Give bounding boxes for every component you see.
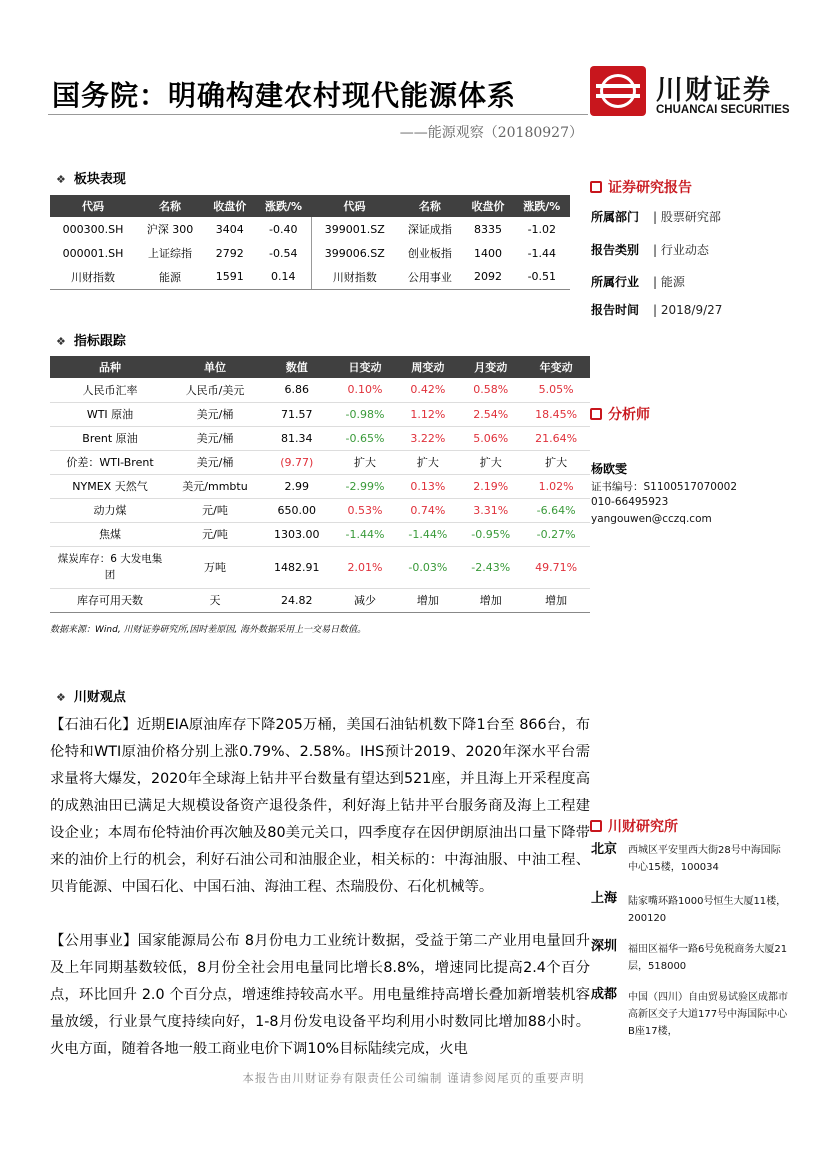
- table-row: 川财指数 能源 1591 0.14 川财指数 公用事业 2092 -0.51: [50, 265, 570, 289]
- table-header: 收盘价: [204, 195, 255, 217]
- company-name-en: CHUANCAI SECURITIES: [656, 104, 790, 116]
- meta-category: 报告类别 | 行业动态: [591, 243, 709, 257]
- analyst-cert: 证书编号：S1100517070002: [591, 481, 738, 493]
- report-type-heading: 证券研究报告: [590, 177, 692, 197]
- paragraph-petrochem: 【石油石化】近期EIA原油库存下降205万桶，美国石油钻机数下降1台至 866台，布伦特和WTI原油价格分别上涨0.79%、2.58%。IHS预计2019、2020年深水平台需求量将大爆发，2020年全球海上钻井平台数量有望达到521座，并且海上开采程度高的成熟油田已满足大规模设备资产退役条件，利好海上钻井平台服务商及海上工程建设企业；本周布伦特油价再次触及80美元关口，四季度存在因伊朗原油出口量下降带来的油价上行的机会，利好石油公司和油服企业，相关标的：中海油服、中油工程、贝肯能源、中国石化、中国石油、海油工程、杰瑞股份、石化机械等。: [50, 717, 590, 895]
- table-header: 代码: [50, 195, 136, 217]
- table-row: 000300.SH 沪深 300 3404 -0.40 399001.SZ 深证成指 8335 -1.02: [50, 217, 570, 241]
- table-row: NYMEX 天然气 美元/mmbtu 2.99 -2.99% 0.13% 2.19% 1.02%: [50, 474, 590, 498]
- report-subtitle: ——能源观察（20180927）: [399, 125, 583, 141]
- office-city-shenzhen: 深圳: [591, 939, 618, 954]
- report-title: 国务院：明确构建农村现代能源体系: [52, 79, 517, 112]
- diamond-icon: ❖: [56, 173, 66, 186]
- table-row: 价差：WTI-Brent 美元/桶 (9.77) 扩大 扩大 扩大 扩大: [50, 450, 590, 474]
- table-row: Brent 原油 美元/桶 81.34 -0.65% 3.22% 5.06% 21.64%: [50, 426, 590, 450]
- sector-table: [50, 195, 570, 290]
- meta-department: 所属部门 | 股票研究部: [591, 210, 721, 224]
- indicator-table: [50, 356, 590, 613]
- section-indicators-heading: ❖ 指标跟踪: [56, 334, 126, 349]
- analyst-email[interactable]: yangouwen@cczq.com: [591, 513, 712, 525]
- analyst-icon: [590, 408, 602, 420]
- paragraph-utilities: 【公用事业】国家能源局公布 8月份电力工业统计数据，受益于第二产业用电量回升及上年同期基数较低，8月份全社会用电量同比增长8.8%，增速同比提高2.4个百分点，环比回升 2.0 个百分点，增速维持较高水平。用电量维持高增长叠加新增装机容量放缓，行业景气度持续向好，1-8月份发电设备平均利用小时数同比增加88小时。火电方面，随着各地一般工商业电价下调10%目标陆续完成，火电: [50, 933, 590, 1057]
- table-header: 数值: [260, 356, 334, 378]
- footer-disclaimer: 本报告由川财证券有限责任公司编制 谨请参阅尾页的重要声明: [242, 1071, 585, 1085]
- table-header: 代码: [312, 195, 398, 217]
- data-source-note: 数据来源：Wind, 川财证券研究所,因时差原因, 海外数据采用上一交易日数值。: [50, 625, 367, 635]
- office-address-chengdu: 中国（四川）自由贸易试验区成都市高新区交子大道177号中海国际中心B座17楼，: [628, 992, 788, 1037]
- table-header: 周变动: [396, 356, 459, 378]
- table-row: 000001.SH 上证综指 2792 -0.54 399006.SZ 创业板指 1400 -1.44: [50, 241, 570, 265]
- office-address-shanghai: 陆家嘴环路1000号恒生大厦11楼，200120: [628, 896, 787, 924]
- title-divider: [48, 114, 588, 115]
- office-city-shanghai: 上海: [591, 891, 618, 906]
- analyst-phone: 010-66495923: [591, 496, 669, 508]
- table-header: 日变动: [334, 356, 397, 378]
- diamond-icon: ❖: [56, 691, 66, 704]
- meta-industry: 所属行业 | 能源: [591, 275, 685, 289]
- diamond-icon: ❖: [56, 335, 66, 348]
- table-header: 名称: [136, 195, 204, 217]
- table-header: 收盘价: [462, 195, 513, 217]
- report-icon: [590, 181, 602, 193]
- office-address-shenzhen: 福田区福华一路6号免税商务大厦21层，518000: [628, 944, 788, 972]
- office-address-beijing: 西城区平安里西大街28号中海国际中心15楼，100034: [628, 845, 781, 873]
- analyst-name: 杨欧雯: [591, 462, 628, 476]
- institute-icon: [590, 820, 602, 832]
- institute-heading: 川财研究所: [590, 816, 678, 836]
- table-row: 人民币汇率 人民币/美元 6.86 0.10% 0.42% 0.58% 5.05%: [50, 378, 590, 402]
- company-logo-icon: [590, 66, 646, 116]
- company-name-cn: 川财证券: [656, 75, 772, 106]
- section-view-heading: ❖ 川财观点: [56, 690, 126, 705]
- table-header: 涨跌/%: [255, 195, 311, 217]
- table-row: 煤炭库存：6 大发电集团 万吨 1482.91 2.01% -0.03% -2.43% 49.71%: [50, 546, 590, 588]
- analyst-heading: 分析师: [590, 404, 650, 424]
- table-header: 月变动: [459, 356, 522, 378]
- table-header: 年变动: [522, 356, 590, 378]
- table-row: 库存可用天数 天 24.82 减少 增加 增加 增加: [50, 588, 590, 612]
- table-row: 焦煤 元/吨 1303.00 -1.44% -1.44% -0.95% -0.27%: [50, 522, 590, 546]
- table-header: 名称: [397, 195, 462, 217]
- table-row: 动力煤 元/吨 650.00 0.53% 0.74% 3.31% -6.64%: [50, 498, 590, 522]
- table-header: 单位: [170, 356, 260, 378]
- section-sector-heading: ❖ 板块表现: [56, 172, 126, 187]
- office-city-beijing: 北京: [591, 842, 618, 857]
- office-city-chengdu: 成都: [591, 987, 618, 1002]
- table-header: 品种: [50, 356, 170, 378]
- table-row: WTI 原油 美元/桶 71.57 -0.98% 1.12% 2.54% 18.45%: [50, 402, 590, 426]
- table-header: 涨跌/%: [514, 195, 570, 217]
- meta-date: 报告时间 | 2018/9/27: [591, 303, 723, 317]
